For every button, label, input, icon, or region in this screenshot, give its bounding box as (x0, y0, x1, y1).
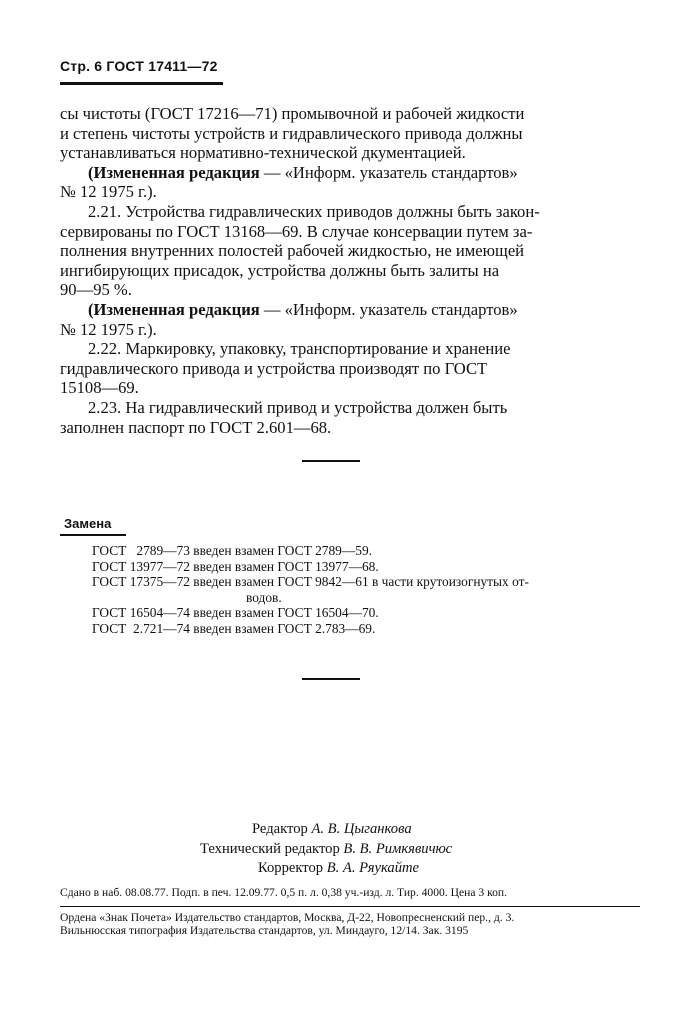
replacement-row: ГОСТ 16504—74 введен взамен ГОСТ 16504—70. (92, 605, 379, 621)
amendment-line: № 12 1975 г.). (60, 319, 157, 339)
replacement-row: ГОСТ 17375—72 введен взамен ГОСТ 9842—61 в части крутоизогнутых от- (92, 574, 529, 590)
credit-role: Корректор (258, 860, 324, 877)
credit-tech-editor (200, 840, 500, 860)
amendment-note (60, 300, 638, 320)
credit-editor (200, 820, 500, 840)
credit-role: Редактор (252, 821, 308, 837)
replacement-row: ГОСТ 2789—73 введен взамен ГОСТ 2789—59. (92, 543, 373, 558)
body-line: 90—95 %. (60, 280, 132, 300)
body-line: устанавливаться нормативно-технической дкументацией. (60, 143, 466, 163)
amendment-bold: (Измененная редакция (88, 299, 260, 319)
body-line: сервированы по ГОСТ 13168—69. В случае консервации путем за- (60, 221, 533, 241)
publisher-line: Ордена «Знак Почета» Издательство стандартов, Москва, Д-22, Новопресненский пер., д. 3. (60, 911, 515, 924)
body-line: сы чистоты (ГОСТ 17216—71) промывочной и рабочей жидкости (60, 104, 525, 123)
clause-2-23: 2.23. На гидравлический привод и устройства должен быть (88, 397, 508, 417)
body-text (60, 104, 638, 437)
section-separator (302, 678, 360, 680)
replacement-row-continuation: водов. (246, 589, 282, 605)
replacement-rule (60, 534, 126, 536)
credit-name: А. В. Цыганкова (311, 821, 412, 837)
imprint-rule (60, 906, 640, 907)
body-line: ингибирующих присадок, устройства должны быть залиты на (60, 260, 500, 280)
body-line: полнения внутренних полостей рабочей жидкостью, не имеющей (60, 241, 525, 261)
header-rule (60, 82, 223, 85)
credits (200, 820, 500, 879)
replacement-row: ГОСТ 13977—72 введен взамен ГОСТ 13977—68. (92, 558, 379, 574)
body-line: заполнен паспорт по ГОСТ 2.601—68. (60, 417, 332, 437)
publisher-line: Вильнюсская типография Издательства стандартов, ул. Миндауго, 12/14. Зак. 3195 (60, 924, 469, 938)
amendment-bold: (Измененная редакция (88, 162, 260, 182)
body-line: 15108—69. (60, 378, 139, 398)
amendment-rest: — «Информ. указатель стандартов» (259, 162, 518, 182)
amendment-rest: — «Информ. указатель стандартов» (259, 299, 518, 319)
imprint-line: Сдано в наб. 08.08.77. Подп. в печ. 12.09.77. 0,5 п. л. 0,38 уч.-изд. л. Тир. 4000. Цена 3 коп. (60, 886, 508, 899)
replacement-list (92, 543, 652, 637)
credit-corrector (200, 859, 500, 879)
credit-name: В. А. Ряукайте (326, 860, 420, 877)
replacement-heading: Замена (64, 516, 112, 531)
body-line: и степень чистоты устройств и гидравлического привода должны (60, 123, 523, 143)
page-header: Стр. 6 ГОСТ 17411—72 (60, 58, 218, 74)
clause-2-21: 2.21. Устройства гидравлических приводов должны быть закон- (88, 201, 540, 221)
clause-2-22: 2.22. Маркировку, упаковку, транспортирование и хранение (88, 339, 511, 359)
body-line: гидравлического привода и устройства производят по ГОСТ (60, 358, 488, 378)
replacement-row: ГОСТ 2.721—74 введен взамен ГОСТ 2.783—69. (92, 620, 376, 636)
credit-name: В. В. Римкявичюс (343, 840, 453, 857)
section-separator (302, 460, 360, 462)
amendment-note (60, 163, 638, 183)
credit-role: Технический редактор (200, 840, 340, 857)
publisher-info (60, 911, 640, 938)
amendment-line: № 12 1975 г.). (60, 182, 157, 202)
